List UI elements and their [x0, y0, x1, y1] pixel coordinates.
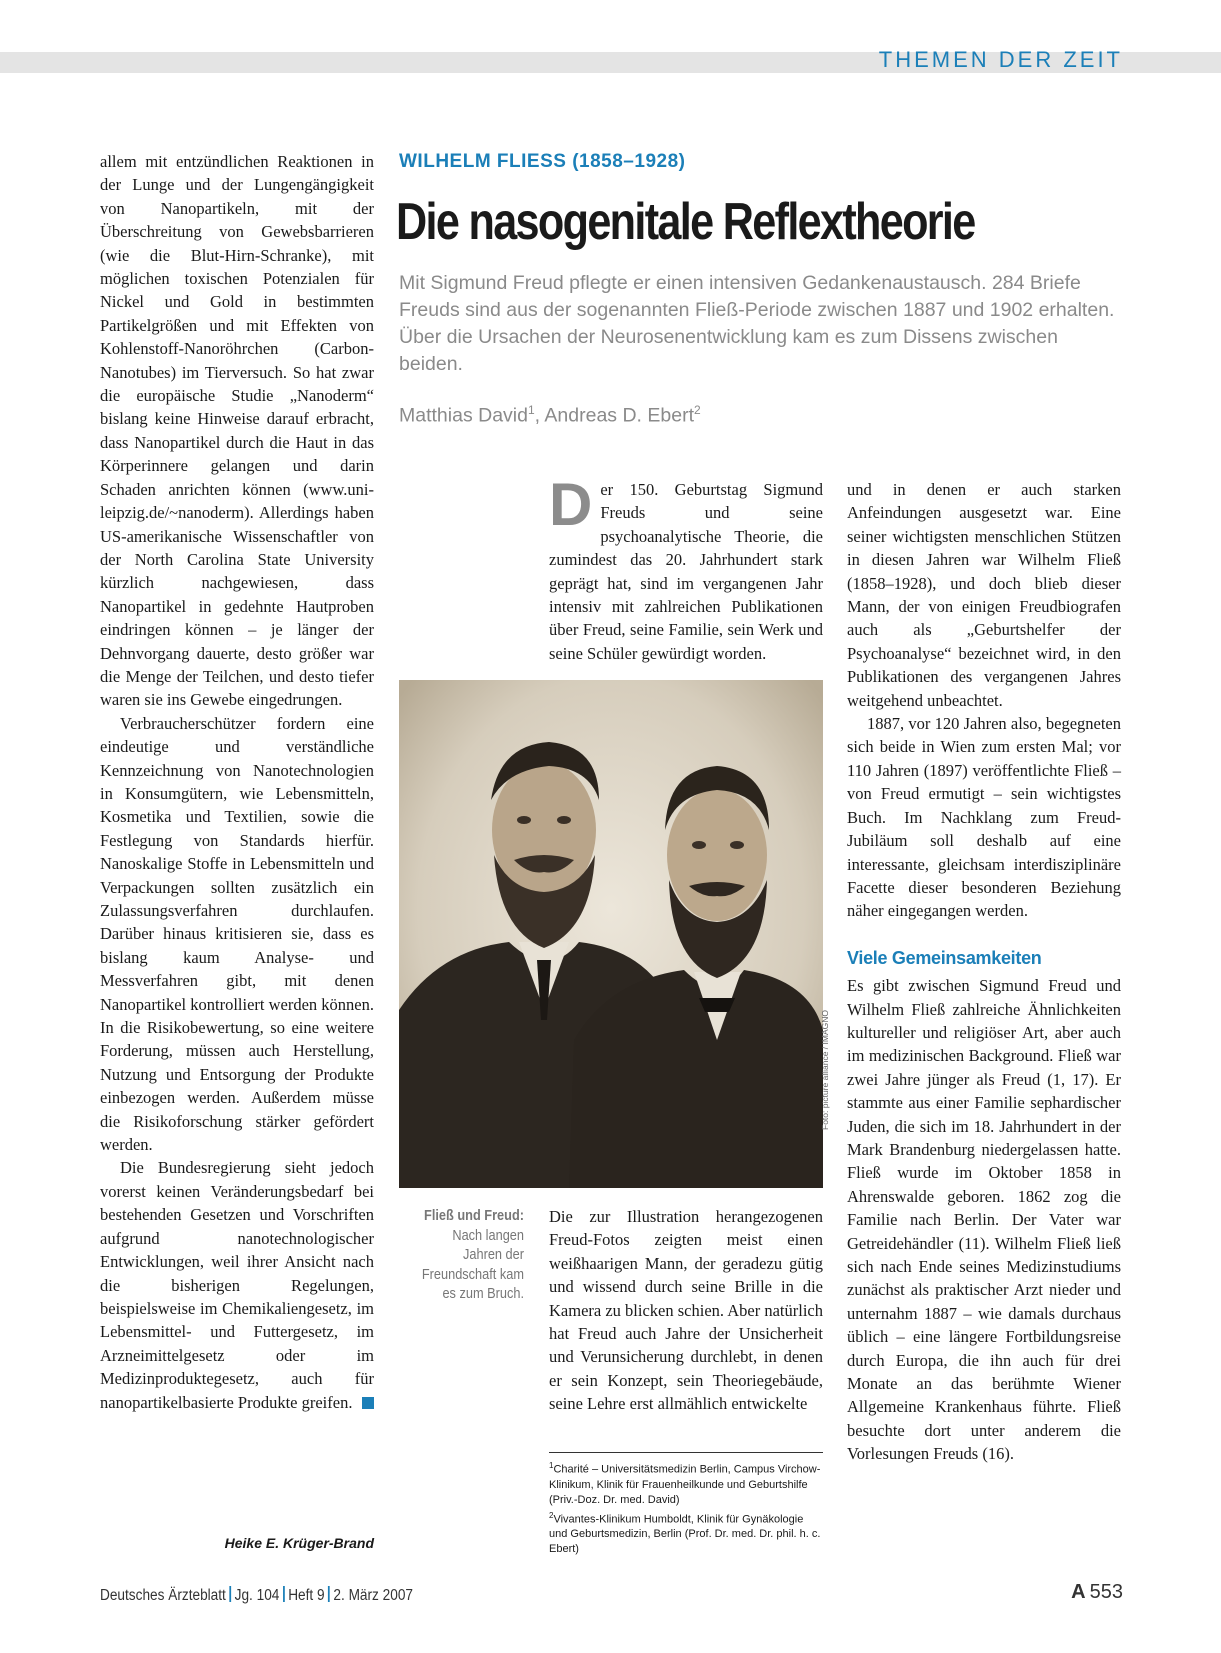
right-column: [847, 478, 1121, 1466]
previous-article-byline: Heike E. Krüger-Brand: [224, 1535, 374, 1551]
intro-column: [549, 471, 823, 665]
right-paragraph-3: Es gibt zwischen Sigmund Freud und Wilhelm Fließ zahlreiche Ähnlichkeiten kultureller und religiöser Art, aber auch im medizinischen Background. Fließ war zwei Jahre jünger als Freud (1, 17). Er stammte aus einer Familie sephardischer Juden, die sich im 18. Jahrhundert in der Mark Brandenburg niedergelassen hatte. Fließ wurde im Oktober 1858 in Ahrenswalde geboren. 1862 zog die Familie nach Berlin. Der Vater war Getreidehändler (11). Wilhelm Fließ ließ sich nach Ende seines Medizinstudiums zunächst als praktischer Arzt nieder und unternahm 1887 – wie damals durchaus üblich – eine längere Fortbildungsreise durch Europa, die ihn auch für drei Monate an das berühmte Wiener Allgemeine Krankenhaus führte. Fließ besuchte dort unter anderem die Vorlesungen Freuds (16).: [847, 976, 1121, 1464]
middle-lower-paragraph: Die zur Illustration herangezogenen Freud-Fotos zeigten meist einen weißhaarigen Mann, der geradezu gütig und wissend durch seine Brille in die Kamera zu blicken schien. Aber natürlich hat Freud auch Jahre der Unsicherheit und Verunsicherung durchlebt, in denen er sein Konzept, sein Theoriegebäude, seine Lehre erst allmählich entwickelte: [549, 1207, 823, 1414]
left-paragraph-3-text: Die Bundesregierung sieht jedoch vorerst keinen Veränderungsbedarf bei bestehenden Gesetzen und Vorschriften aufgrund nanotechnologischer Entwicklungen, weil ihrer Ansicht nach die bisherigen Regelungen, beispielsweise im Chemikaliengesetz, im Lebensmittel- und Futtergesetz, im Arzneimittelgesetz oder im Medizinproduktegesetz, auch für nanopartikelbasierte Produkte greifen.: [100, 1158, 374, 1412]
subheading: Viele Gemeinsamkeiten: [847, 947, 1042, 968]
caption-title: Fließ und Freud:: [424, 1208, 524, 1224]
author-separator: ,: [534, 404, 545, 427]
author-2: Andreas D. Ebert: [544, 404, 694, 427]
page-number: [1071, 1581, 1123, 1604]
author-2-sup: 2: [694, 403, 701, 417]
footer-date: 2. März 2007: [333, 1587, 414, 1604]
photo-credit: Foto: picture alliance / IMAGNO: [820, 1010, 830, 1130]
end-square-icon: [362, 1397, 374, 1409]
footer-volume: Jg. 104: [234, 1587, 280, 1604]
intro-paragraph: [549, 471, 823, 665]
author-1-sup: 1: [527, 403, 535, 417]
dropcap: D: [549, 471, 593, 538]
portrait-illustration: [399, 680, 823, 1188]
footnote-2-number: 2: [549, 1510, 554, 1520]
page-number-value: 553: [1089, 1581, 1123, 1603]
article-authors: [399, 403, 701, 428]
section-label: THEMEN DER ZEIT: [878, 47, 1123, 72]
footer-separator: [229, 1586, 231, 1602]
article-title: Die nasogenitale Reflextheorie: [396, 193, 975, 251]
left-paragraph-1: allem mit entzündlichen Reaktionen in der Lunge und der Lungengängigkeit von Nanopartikeln, mit der Überschreitung von Gewebsbarrieren (wie die Blut-Hirn-Schranke), mit möglichen toxischen Potenzialen für Nickel und Gold in bestimmten Partikelgrößen und mit Effekten von Kohlenstoff-Nanoröhrchen (Carbon-Nanotubes) im Tierversuch. So hat zwar die europäische Studie „Nanoderm“ bislang keine Hinweise darauf erbracht, dass Nanopartikel durch die Haut in das Körperinnere gelangen und darin Schaden anrichten können (www.uni-leipzig.de/~nanoderm). Allerdings haben US-amerikanische Wissenschaftler von der North Carolina State University kürzlich nachgewiesen, dass Nanopartikel in gedehnte Hautproben eindringen können – je länger der Dehnvorgang dauerte, desto größer war die Menge der Teilchen, und desto tiefer waren sie ins Gewebe eingedrungen.: [100, 152, 374, 710]
intro-text: er 150. Geburtstag Sigmund Freuds und seine psychoanalytische Theorie, die zumindest das 20. Jahrhundert stark geprägt hat, sind im vergangenen Jahr intensiv mit zahlreichen Publikationen über Freud, seine Familie, sein Werk und seine Schüler gewürdigt worden.: [549, 480, 823, 663]
footnote-2-text: Vivantes-Klinikum Humboldt, Klinik für Gynäkologie und Geburtsmedizin, Berlin (Prof. Dr. med. Dr. phil. h. c. Ebert): [549, 1513, 821, 1556]
left-paragraph-2: Verbraucherschützer fordern eine eindeutige und verständliche Kennzeichnung von Nanotechnologien in Konsumgütern, wie Lebensmitteln, Kosmetika und Textilien, sowie die Festlegung von Standards hierfür. Nanoskalige Stoffe in Lebensmitteln und Verpackungen sollten zusätzlich ein Zulassungsverfahren durchlaufen. Darüber hinaus kritisieren sie, dass es bislang kaum Analyse- und Messverfahren gibt, mit denen Nanopartikel kontrolliert werden können. In die Risikobewertung, so eine weitere Forderung, müssen auch Herstellung, Nutzung und Entsorgung der Produkte einbezogen werden. Außerdem müsse die Risikoforschung stärker gefördert werden.: [100, 713, 374, 1155]
article-kicker: WILHELM FLIESS (1858–1928): [399, 151, 686, 172]
footer-issue: Heft 9: [288, 1587, 325, 1604]
right-paragraph-2: 1887, vor 120 Jahren also, begegneten sich beide in Wien zum ersten Mal; vor 110 Jahren (1897) veröffentlichte Fließ – von Freud ermutigt – sein wichtigstes Buch. Im Nachklang zum Freud-Jubiläum soll deshalb auf eine interessante, gleichsam interdisziplinäre Facette dieser besonderen Beziehung näher eingegangen werden.: [847, 714, 1121, 921]
portrait-photo: [399, 680, 823, 1188]
page-prefix: A: [1071, 1581, 1086, 1603]
footnotes: [549, 1452, 823, 1557]
footnote-1-text: Charité – Universitätsmedizin Berlin, Campus Virchow-Klinikum, Klinik für Frauenheilkunde und Geburtshilfe (Priv.-Doz. Dr. med. David): [549, 1463, 821, 1506]
footnote-2: [549, 1508, 823, 1558]
photo-caption: [414, 1207, 524, 1305]
article-lead: Mit Sigmund Freud pflegte er einen intensiven Gedankenaustausch. 284 Briefe Freuds sind aus der sogenannten Fließ-Periode zwischen 1887 und 1902 erhalten. Über die Ursachen der Neurosenentwicklung kam es zum Dissens zwischen beiden.: [399, 272, 1115, 375]
caption-text: Nach langen Jahren der Freundschaft kam es zum Bruch.: [421, 1227, 524, 1302]
left-paragraph-3: [100, 1156, 374, 1413]
middle-lower-column: [549, 1205, 823, 1416]
footer-journal: Deutsches Ärzteblatt: [100, 1587, 226, 1604]
footer-separator: [328, 1586, 330, 1602]
right-paragraph-1: und in denen er auch starken Anfeindungen ausgesetzt war. Eine seiner wichtigsten menschlichen Stützen in diesen Jahren war Wilhelm Fließ (1858–1928), und doch blieb dieser Mann, der von einigen Freudbiografen auch als „Geburtshelfer der Psychoanalyse“ bezeichnet wird, in den Publikationen des vergangenen Jahres weitgehend unbeachtet.: [847, 480, 1121, 710]
footnote-1-number: 1: [549, 1461, 554, 1470]
footer: [100, 1586, 413, 1605]
left-column: [100, 150, 374, 1414]
footnote-1: [549, 1458, 823, 1508]
author-1: Matthias David: [399, 404, 528, 427]
footer-separator: [283, 1586, 285, 1602]
